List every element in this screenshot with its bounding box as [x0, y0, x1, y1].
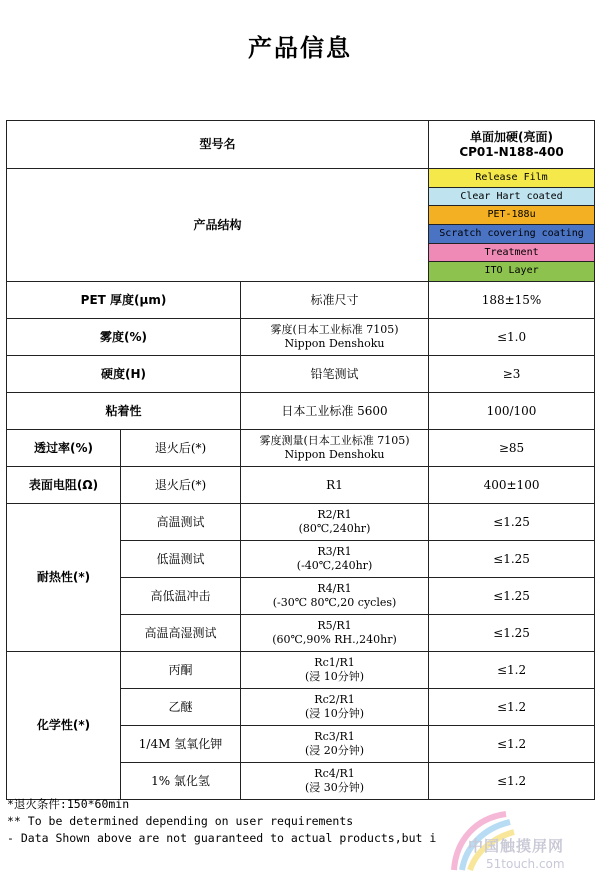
chem-method: [241, 763, 429, 800]
layer-clear-hart-coated: Clear Hart coated: [429, 188, 594, 207]
haze-value: ≤1.0: [429, 319, 595, 356]
product-spec-table: [6, 120, 595, 800]
heat-test: 高温高湿测试: [121, 615, 241, 652]
chem-test: 乙醚: [121, 689, 241, 726]
chem-method-line1: Rc3/R1: [314, 730, 355, 744]
layer-stack: [429, 169, 595, 282]
hardness-value: ≥3: [429, 356, 595, 393]
thickness-method: 标准尺寸: [241, 282, 429, 319]
adhesion-label: 粘着性: [7, 393, 241, 430]
chem-method-line2: (浸 20分钟): [304, 744, 365, 758]
model-value-line1: 单面加硬(亮面): [470, 129, 554, 144]
heat-method: [241, 504, 429, 541]
heat-value: ≤1.25: [429, 578, 595, 615]
chem-value: ≤1.2: [429, 763, 595, 800]
heat-method-line1: R3/R1: [317, 545, 352, 559]
layer-release-film: Release Film: [429, 169, 594, 188]
haze-method-line1: 雾度(日本工业标准 7105): [270, 323, 399, 337]
transmittance-method: [241, 430, 429, 467]
transmittance-method-line1: 雾度测量(日本工业标准 7105): [259, 434, 410, 448]
heat-value: ≤1.25: [429, 504, 595, 541]
model-value: [429, 121, 595, 169]
footnote-annealing: *退火条件:150*60min: [7, 797, 130, 811]
heat-method-line2: (80℃,240hr): [298, 522, 371, 536]
heat-method-line2: (-30℃ 80℃,20 cycles): [272, 596, 397, 610]
heat-method: [241, 615, 429, 652]
adhesion-value: 100/100: [429, 393, 595, 430]
chem-method-line1: Rc4/R1: [314, 767, 355, 781]
chem-method: [241, 726, 429, 763]
heat-method-line2: (-40℃,240hr): [296, 559, 373, 573]
transmittance-condition: 退火后(*): [121, 430, 241, 467]
footnote-disclaimer: - Data Shown above are not guaranteed to actual products,but i: [7, 831, 437, 845]
heat-method: [241, 541, 429, 578]
heat-method: [241, 578, 429, 615]
heat-test: 低温测试: [121, 541, 241, 578]
haze-label: 雾度(%): [7, 319, 241, 356]
structure-label: 产品结构: [7, 169, 429, 282]
heat-method-line1: R5/R1: [317, 619, 352, 633]
layer-treatment: Treatment: [429, 244, 594, 263]
layer-scratch-coating: Scratch covering coating: [429, 225, 594, 244]
chem-test: 1/4M 氢氧化钾: [121, 726, 241, 763]
model-value-line2: CP01-N188-400: [459, 144, 564, 159]
chem-value: ≤1.2: [429, 689, 595, 726]
chem-value: ≤1.2: [429, 726, 595, 763]
footnote-tbd: ** To be determined depending on user requirements: [7, 814, 354, 828]
resistance-value: 400±100: [429, 467, 595, 504]
heat-method-line1: R2/R1: [317, 508, 352, 522]
heat-value: ≤1.25: [429, 615, 595, 652]
heat-resistance-label: 耐热性(*): [7, 504, 121, 652]
page-title: 产品信息: [248, 34, 352, 62]
heat-method-line2: (60℃,90% RH.,240hr): [272, 633, 397, 647]
chem-method-line1: Rc2/R1: [314, 693, 355, 707]
chem-method-line2: (浸 10分钟): [304, 707, 365, 721]
heat-test: 高低温冲击: [121, 578, 241, 615]
hardness-label: 硬度(H): [7, 356, 241, 393]
resistance-label: 表面电阻(Ω): [7, 467, 121, 504]
chem-test: 1% 氯化氢: [121, 763, 241, 800]
chem-method-line2: (浸 10分钟): [304, 670, 365, 684]
footnotes: [7, 796, 436, 847]
model-label: 型号名: [7, 121, 429, 169]
transmittance-label: 透过率(%): [7, 430, 121, 467]
thickness-label: PET 厚度(μm): [7, 282, 241, 319]
resistance-condition: 退火后(*): [121, 467, 241, 504]
chem-method-line2: (浸 30分钟): [304, 781, 365, 795]
transmittance-value: ≥85: [429, 430, 595, 467]
haze-method-line2: Nippon Denshoku: [284, 337, 385, 351]
chem-method: [241, 652, 429, 689]
hardness-method: 铅笔测试: [241, 356, 429, 393]
watermark-text: 中国触摸屏网: [468, 837, 565, 855]
haze-method: [241, 319, 429, 356]
transmittance-method-line2: Nippon Denshoku: [284, 448, 385, 462]
chem-value: ≤1.2: [429, 652, 595, 689]
chem-test: 丙酮: [121, 652, 241, 689]
thickness-value: 188±15%: [429, 282, 595, 319]
heat-value: ≤1.25: [429, 541, 595, 578]
resistance-method: R1: [241, 467, 429, 504]
layer-pet: PET-188u: [429, 206, 594, 225]
chem-method-line1: Rc1/R1: [314, 656, 355, 670]
chem-method: [241, 689, 429, 726]
adhesion-method: 日本工业标准 5600: [241, 393, 429, 430]
chemical-resistance-label: 化学性(*): [7, 652, 121, 800]
layer-ito: ITO Layer: [429, 262, 594, 281]
heat-method-line1: R4/R1: [317, 582, 352, 596]
watermark-url: 51touch.com: [486, 857, 565, 871]
heat-test: 高温测试: [121, 504, 241, 541]
